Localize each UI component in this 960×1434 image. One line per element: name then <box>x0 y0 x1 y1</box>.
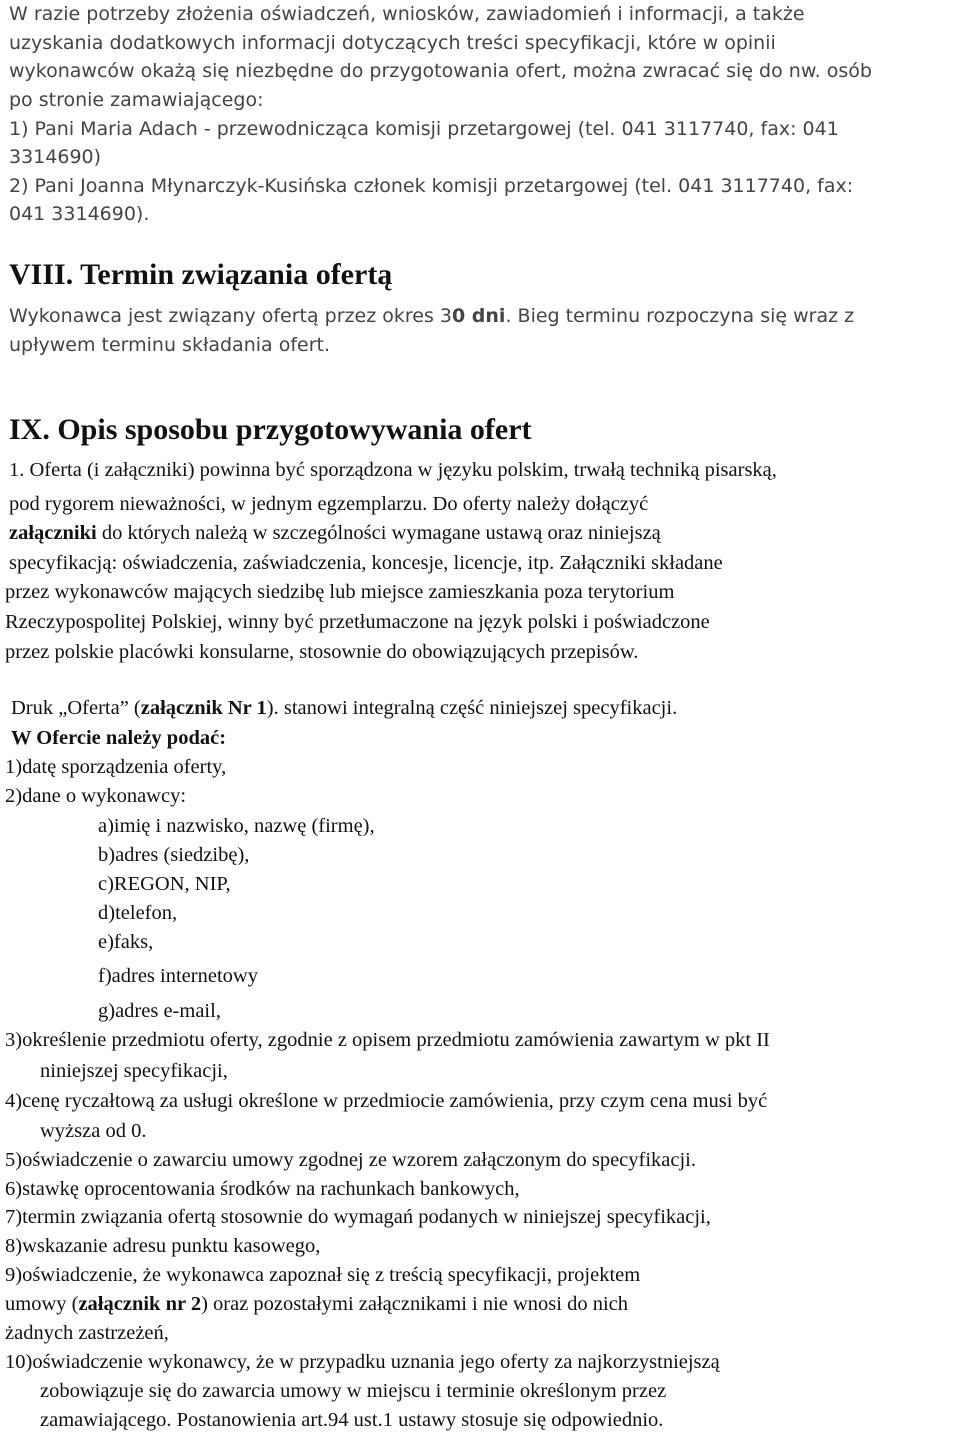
intro-line-4: po stronie zamawiającego: <box>9 89 264 111</box>
section-ix-line-6: Rzeczypospolitej Polskiej, winny być przetłumaczone na język polski i poświadczone <box>5 611 710 633</box>
list-item-7: 7)termin związania ofertą stosownie do wymagań podanych w niniejszej specyfikacji, <box>5 1206 711 1228</box>
list-subitem-d: d)telefon, <box>98 902 178 924</box>
section-ix-line-5: przez wykonawców mających siedzibę lub miejsce zamieszkania poza terytorium <box>5 581 675 603</box>
section-viii-paragraph-line-2: upływem terminu składania ofert. <box>9 334 331 356</box>
list-item-1: 1)datę sporządzenia oferty, <box>5 756 227 778</box>
w-ofercie-nalezy-podac: W Ofercie należy podać: <box>11 727 227 749</box>
section-viii-paragraph-line-1: Wykonawca jest związany ofertą przez okres 30 dni. Bieg terminu rozpoczyna się wraz z <box>9 305 855 327</box>
section-ix-line-3: załączniki do których należą w szczególności wymagane ustawą oraz niniejszą <box>9 522 661 544</box>
intro-line-7: 2) Pani Joanna Młynarczyk-Kusińska członek komisji przetargowej (tel. 041 3117740, fax: <box>9 175 854 197</box>
list-subitem-f: f)adres internetowy <box>98 965 258 987</box>
section-ix-line-2: pod rygorem nieważności, w jednym egzemplarzu. Do oferty należy dołączyć <box>9 493 649 515</box>
list-item-3-line-1: 3)określenie przedmiotu oferty, zgodnie z opisem przedmiotu zamówienia zawartym w pkt II <box>5 1029 770 1051</box>
intro-line-5: 1) Pani Maria Adach - przewodnicząca komisji przetargowej (tel. 041 3117740, fax: 041 <box>9 118 839 140</box>
section-ix-line-7: przez polskie placówki konsularne, stosownie do obowiązujących przepisów. <box>5 641 639 663</box>
list-subitem-b: b)adres (siedzibę), <box>98 844 250 866</box>
section-ix-line-4: specyfikacją: oświadczenia, zaświadczenia, koncesje, licencje, itp. Załączniki składane <box>9 552 723 574</box>
list-item-9-line-3: żadnych zastrzeżeń, <box>5 1322 169 1344</box>
intro-line-1: W razie potrzeby złożenia oświadczeń, wniosków, zawiadomień i informacji, a także <box>9 3 805 25</box>
intro-line-2: uzyskania dodatkowych informacji dotyczących treści specyfikacji, które w opinii <box>9 32 776 54</box>
section-ix-heading: IX. Opis sposobu przygotowywania ofert <box>9 413 532 446</box>
list-subitem-g: g)adres e-mail, <box>98 1000 221 1022</box>
druk-oferta-line: Druk „Oferta” (załącznik Nr 1). stanowi integralną część niniejszej specyfikacji. <box>11 697 678 719</box>
intro-line-3: wykonawców okażą się niezbędne do przygotowania ofert, można zwracać się do nw. osób <box>9 60 872 82</box>
list-item-4-line-2: wyższa od 0. <box>40 1120 147 1142</box>
list-item-8: 8)wskazanie adresu punktu kasowego, <box>5 1235 321 1257</box>
section-ix-line-1: 1. Oferta (i załączniki) powinna być sporządzona w języku polskim, trwałą techniką pisarską, <box>9 459 777 481</box>
intro-line-8: 041 3314690). <box>9 203 150 225</box>
list-subitem-a: a)imię i nazwisko, nazwę (firmę), <box>98 815 375 837</box>
list-subitem-e: e)faks, <box>98 931 154 953</box>
list-item-2: 2)dane o wykonawcy: <box>5 785 187 807</box>
list-item-10-line-3: zamawiającego. Postanowienia art.94 ust.1 ustawy stosuje się odpowiednio. <box>40 1409 664 1431</box>
list-item-10-line-2: zobowiązuje się do zawarcia umowy w miejscu i terminie określonym przez <box>40 1380 667 1402</box>
list-item-4-line-1: 4)cenę ryczałtową za usługi określone w przedmiocie zamówienia, przy czym cena musi być <box>5 1090 768 1112</box>
list-subitem-c: c)REGON, NIP, <box>98 873 231 895</box>
list-item-5: 5)oświadczenie o zawarciu umowy zgodnej ze wzorem załączonym do specyfikacji. <box>5 1149 697 1171</box>
list-item-3-line-2: niniejszej specyfikacji, <box>40 1060 228 1082</box>
section-viii-heading: VIII. Termin związania ofertą <box>9 258 393 291</box>
list-item-9-line-1: 9)oświadczenie, że wykonawca zapoznał się z treścią specyfikacji, projektem <box>5 1264 641 1286</box>
list-item-10-line-1: 10)oświadczenie wykonawcy, że w przypadku uznania jego oferty za najkorzystniejszą <box>5 1351 720 1373</box>
intro-line-6: 3314690) <box>9 146 102 168</box>
list-item-6: 6)stawkę oprocentowania środków na rachunkach bankowych, <box>5 1178 520 1200</box>
list-item-9-line-2: umowy (załącznik nr 2) oraz pozostałymi załącznikami i nie wnosi do nich <box>5 1293 629 1315</box>
